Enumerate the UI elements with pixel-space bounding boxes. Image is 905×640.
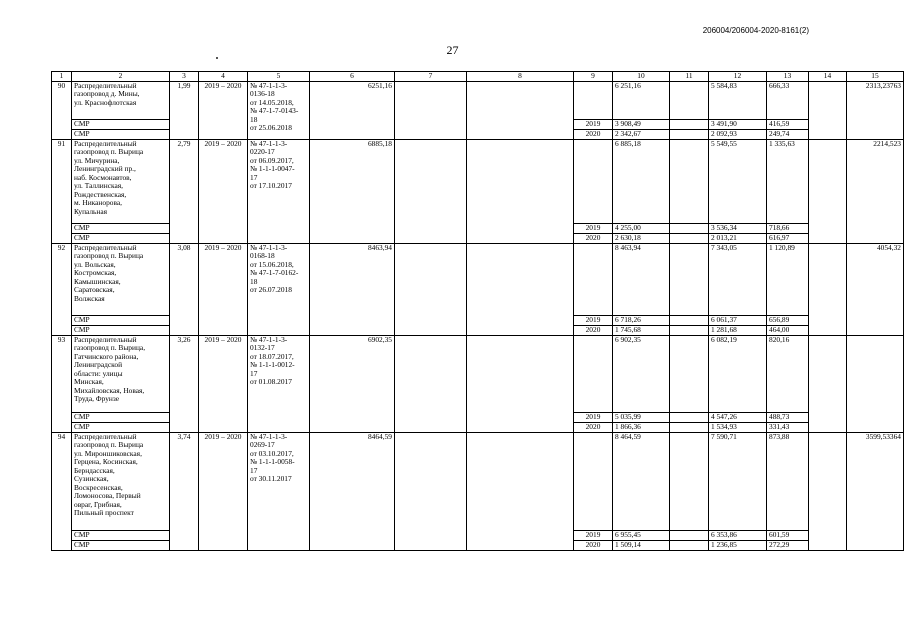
col11-cell <box>670 129 709 139</box>
col7-cell <box>395 335 467 432</box>
year-cell: 2019 <box>574 315 613 325</box>
year-cell: 2020 <box>574 129 613 139</box>
value-col13-cell: 656,89 <box>767 315 809 325</box>
total-col15-cell: 3599,53364 <box>847 432 904 550</box>
header-cell: 11 <box>670 72 709 82</box>
col11-cell <box>670 540 709 550</box>
value-col10-cell: 1 866,36 <box>613 422 670 432</box>
col8-cell <box>467 81 574 139</box>
value-col12-cell: 1 281,68 <box>709 325 767 335</box>
header-cell: 6 <box>310 72 395 82</box>
col7-cell <box>395 432 467 550</box>
table-row <box>52 432 904 530</box>
total-col13-cell: 820,16 <box>767 335 809 412</box>
table-row <box>52 139 904 223</box>
year-cell: 2020 <box>574 233 613 243</box>
work-type-cell: СМР <box>72 412 170 422</box>
value-col12-cell: 6 061,37 <box>709 315 767 325</box>
row-number-cell: 91 <box>52 139 72 243</box>
header-cell: 2 <box>72 72 170 82</box>
permit-docs-cell: № 47-1-1-3- 0168-18 от 15.06.2018, № 47-1-7-0162- 18 от 26.07.2018 <box>248 243 310 335</box>
value-col10-cell: 2 630,18 <box>613 233 670 243</box>
col11-cell <box>670 412 709 422</box>
object-name-cell: Распределительный газопровод п. Вырица, Гатчинского района, Ленинградской области: улицы Минская, Михайловская, Новая, Труда, Фрунзе <box>72 335 170 412</box>
total-col15-cell: 2214,523 <box>847 139 904 243</box>
col11-cell <box>670 81 709 119</box>
total-col13-cell: 666,33 <box>767 81 809 119</box>
value-col13-cell: 249,74 <box>767 129 809 139</box>
object-name-cell: Распределительный газопровод п. Вырица ул. Мироншиковская, Герцена, Косинская, Берндасская, Сузинская, Воскресенская, Ломоносова, Первый овраг, Грибная, Пильный проспект <box>72 432 170 530</box>
table-row <box>52 243 904 315</box>
speck-mark <box>216 57 218 59</box>
work-type-cell: СМР <box>72 129 170 139</box>
header-cell: 1 <box>52 72 72 82</box>
row-number-cell: 92 <box>52 243 72 335</box>
value-col12-cell: 2 092,93 <box>709 129 767 139</box>
header-cell: 15 <box>847 72 904 82</box>
cost-cell: 6251,16 <box>310 81 395 139</box>
header-cell: 8 <box>467 72 574 82</box>
page-number: 27 <box>446 43 459 57</box>
permit-docs-cell: № 47-1-1-3- 0269-17 от 03.10.2017, № 1-1-1-0058- 17 от 30.11.2017 <box>248 432 310 550</box>
header-cell: 13 <box>767 72 809 82</box>
table-row <box>52 335 904 412</box>
header-cell: 3 <box>170 72 199 82</box>
total-col15-cell: 4054,32 <box>847 243 904 335</box>
document-id: 206004/206004-2020-8161(2) <box>702 26 809 35</box>
col14-cell <box>809 139 847 243</box>
value-col10-cell: 6 718,26 <box>613 315 670 325</box>
period-cell: 2019 – 2020 <box>199 335 248 432</box>
permit-docs-cell: № 47-1-1-3- 0136-18 от 14.05.2018, № 47-1-7-0143- 18 от 25.06.2018 <box>248 81 310 139</box>
value-col13-cell: 331,43 <box>767 422 809 432</box>
row-number-cell: 93 <box>52 335 72 432</box>
year-cell <box>574 139 613 223</box>
total-col10-cell: 6 251,16 <box>613 81 670 119</box>
col8-cell <box>467 139 574 243</box>
value-col10-cell: 3 908,49 <box>613 119 670 129</box>
col11-cell <box>670 422 709 432</box>
year-cell: 2020 <box>574 325 613 335</box>
data-table <box>51 71 904 551</box>
length-cell: 3,08 <box>170 243 199 335</box>
col11-cell <box>670 223 709 233</box>
value-col13-cell: 488,73 <box>767 412 809 422</box>
value-col12-cell: 3 491,90 <box>709 119 767 129</box>
header-cell: 4 <box>199 72 248 82</box>
total-col10-cell: 6 885,18 <box>613 139 670 223</box>
work-type-cell: СМР <box>72 325 170 335</box>
header-cell: 7 <box>395 72 467 82</box>
object-name-cell: Распределительный газопровод п. Вырица ул. Вольская, Костромская, Камышинская, Саратовская, Волжская <box>72 243 170 315</box>
work-type-cell: СМР <box>72 315 170 325</box>
length-cell: 2,79 <box>170 139 199 243</box>
col14-cell <box>809 432 847 550</box>
length-cell: 1,99 <box>170 81 199 139</box>
work-type-cell: СМР <box>72 540 170 550</box>
value-col12-cell: 1 534,93 <box>709 422 767 432</box>
value-col12-cell: 3 536,34 <box>709 223 767 233</box>
year-cell <box>574 335 613 412</box>
total-col15-cell: 2313,23763 <box>847 81 904 139</box>
value-col10-cell: 6 955,45 <box>613 530 670 540</box>
year-cell: 2020 <box>574 422 613 432</box>
col11-cell <box>670 233 709 243</box>
col8-cell <box>467 335 574 432</box>
col14-cell <box>809 81 847 139</box>
work-type-cell: СМР <box>72 223 170 233</box>
cost-cell: 6885,18 <box>310 139 395 243</box>
work-type-cell: СМР <box>72 422 170 432</box>
year-cell: 2019 <box>574 530 613 540</box>
col11-cell <box>670 315 709 325</box>
col11-cell <box>670 335 709 412</box>
value-col10-cell: 1 745,68 <box>613 325 670 335</box>
permit-docs-cell: № 47-1-1-3- 0220-17 от 06.09.2017, № 1-1-1-0047- 17 от 17.10.2017 <box>248 139 310 243</box>
value-col12-cell: 2 013,21 <box>709 233 767 243</box>
work-type-cell: СМР <box>72 530 170 540</box>
value-col13-cell: 616,97 <box>767 233 809 243</box>
header-cell: 5 <box>248 72 310 82</box>
period-cell: 2019 – 2020 <box>199 81 248 139</box>
col14-cell <box>809 243 847 335</box>
header-cell: 10 <box>613 72 670 82</box>
value-col12-cell: 4 547,26 <box>709 412 767 422</box>
value-col10-cell: 5 035,99 <box>613 412 670 422</box>
value-col12-cell: 6 353,86 <box>709 530 767 540</box>
cost-cell: 6902,35 <box>310 335 395 432</box>
row-number-cell: 90 <box>52 81 72 139</box>
work-type-cell: СМР <box>72 233 170 243</box>
total-col10-cell: 8 464,59 <box>613 432 670 530</box>
work-type-cell: СМР <box>72 119 170 129</box>
total-col13-cell: 1 120,89 <box>767 243 809 315</box>
total-col13-cell: 1 335,63 <box>767 139 809 223</box>
value-col12-cell: 1 236,85 <box>709 540 767 550</box>
year-cell: 2019 <box>574 412 613 422</box>
period-cell: 2019 – 2020 <box>199 243 248 335</box>
col7-cell <box>395 81 467 139</box>
total-col12-cell: 6 082,19 <box>709 335 767 412</box>
header-cell: 12 <box>709 72 767 82</box>
total-col10-cell: 8 463,94 <box>613 243 670 315</box>
col7-cell <box>395 139 467 243</box>
period-cell: 2019 – 2020 <box>199 432 248 550</box>
year-cell <box>574 81 613 119</box>
col11-cell <box>670 530 709 540</box>
total-col10-cell: 6 902,35 <box>613 335 670 412</box>
year-cell: 2020 <box>574 540 613 550</box>
object-name-cell: Распределительный газопровод п. Вырица ул. Мичурина, Ленинградский пр., наб. Космонавтов, ул. Таллинская, Рождественская, м. Никанорова, Купальная <box>72 139 170 223</box>
table-row <box>52 81 904 119</box>
col8-cell <box>467 243 574 335</box>
period-cell: 2019 – 2020 <box>199 139 248 243</box>
value-col13-cell: 272,29 <box>767 540 809 550</box>
col11-cell <box>670 139 709 223</box>
year-cell: 2019 <box>574 119 613 129</box>
col14-cell <box>809 335 847 432</box>
total-col13-cell: 873,88 <box>767 432 809 530</box>
object-name-cell: Распределительный газопровод д. Мины, ул. Краснофлотская <box>72 81 170 119</box>
total-col12-cell: 5 584,83 <box>709 81 767 119</box>
permit-docs-cell: № 47-1-1-3- 0132-17 от 18.07.2017, № 1-1-1-0012- 17 от 01.08.2017 <box>248 335 310 432</box>
col11-cell <box>670 325 709 335</box>
col11-cell <box>670 119 709 129</box>
cost-cell: 8464,59 <box>310 432 395 550</box>
value-col13-cell: 464,00 <box>767 325 809 335</box>
total-col12-cell: 5 549,55 <box>709 139 767 223</box>
col11-cell <box>670 432 709 530</box>
header-cell: 14 <box>809 72 847 82</box>
total-col12-cell: 7 343,05 <box>709 243 767 315</box>
value-col13-cell: 718,66 <box>767 223 809 233</box>
length-cell: 3,74 <box>170 432 199 550</box>
table-header-row <box>52 72 904 82</box>
total-col15-cell <box>847 335 904 432</box>
year-cell <box>574 432 613 530</box>
year-cell: 2019 <box>574 223 613 233</box>
value-col10-cell: 2 342,67 <box>613 129 670 139</box>
col11-cell <box>670 243 709 315</box>
value-col10-cell: 1 509,14 <box>613 540 670 550</box>
value-col13-cell: 601,59 <box>767 530 809 540</box>
col7-cell <box>395 243 467 335</box>
value-col13-cell: 416,59 <box>767 119 809 129</box>
header-cell: 9 <box>574 72 613 82</box>
year-cell <box>574 243 613 315</box>
col8-cell <box>467 432 574 550</box>
value-col10-cell: 4 255,00 <box>613 223 670 233</box>
row-number-cell: 94 <box>52 432 72 550</box>
length-cell: 3,26 <box>170 335 199 432</box>
cost-cell: 8463,94 <box>310 243 395 335</box>
total-col12-cell: 7 590,71 <box>709 432 767 530</box>
